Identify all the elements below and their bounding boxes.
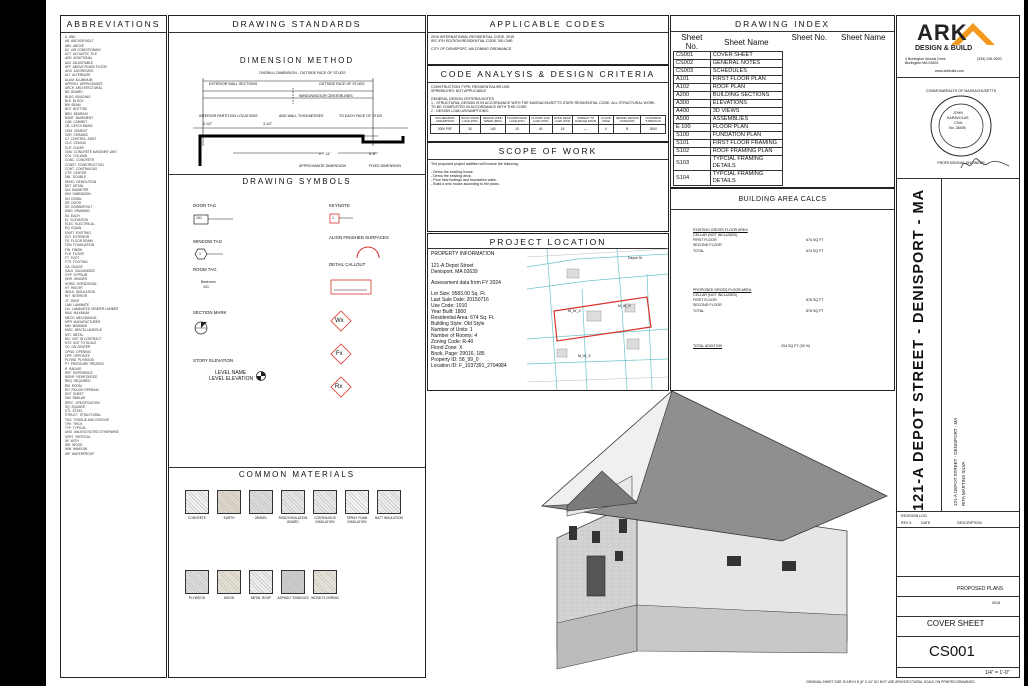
sheet-footer-note: ORIGINAL SHEET SIZE IS ARCH D (6" X 24" DO NOT USE ARCHITECTURAL SCALE ON PRINTED DRAWINGS [806,680,975,684]
index-sheet-name: TYPCIAL FRAMING DETAILS [710,171,782,186]
overall-dimension-label: OVERALL DIMENSION - OUTSIDE FACE OF STUDS [259,71,346,75]
window-centerline-label: WINDOW/DOOR CENTERLINES [299,94,353,98]
company-address-2: Burlington MA 01803 [905,61,939,65]
drawing-status: PROPOSED PLANS [957,586,1004,592]
criteria-header: REGION WIND SPEED (MPH) [481,116,505,125]
proposed-line-4: TOTAL [693,309,705,313]
code-line-1: 2015 INTERNATIONAL RESIDENTIAL CODE, 2015 [431,35,515,39]
index-row [674,108,783,116]
property-detail-line: Flood Zone: X [431,345,463,351]
index-sheet-number: A200 [674,92,711,100]
wall-tag-wx: Wx [335,318,344,324]
index-sheet-name: ROOF PLAN [710,84,782,92]
existing-line-1: CELLAR (NOT INCLUDED) [693,233,738,237]
ark-brand-name: ARK [917,20,968,45]
drawing-index-table [673,33,783,186]
criteria-header: SEISMIC DESIGN CATEGORY [614,116,641,125]
material-swatch [313,490,337,514]
material-swatch [217,570,241,594]
material-label: WOOD FLOORING [311,596,339,600]
location-map [527,249,668,390]
material-swatch [249,570,273,594]
criteria-value: B [614,124,641,133]
owner-name: RITA MARTINS SILVA [961,461,966,506]
property-ids [431,351,507,369]
index-sheet-name: SCHEDULES [710,68,782,76]
property-detail-line: Year Built: 1800 [431,309,467,315]
exterior-wall-label: EXTERIOR WALL SECTIONS [209,82,258,86]
index-row [674,132,783,140]
seal-name-3: CIVIL [954,121,963,125]
scope-line-5: - Pour new footings and foundation walls. [431,178,497,182]
property-detail-line: Property ID: 58_99_0 [431,357,479,363]
property-info-title: PROPERTY INFORMATION [431,251,495,257]
material-swatch [185,570,209,594]
existing-line-2: FIRST FLOOR [693,238,717,242]
seal-name-1: JOHN [953,111,963,115]
drawing-index-title: DRAWING INDEX [734,19,831,29]
scope-of-work-title: SCOPE OF WORK [498,146,598,156]
index-row [674,156,783,171]
company-website: www.arkbuild.com [935,69,964,73]
index-sheet-name: FLOOR PLAN [710,124,782,132]
existing-value-1: 674 SQ FT [806,238,824,242]
property-detail-line: Number of Rooms: 4 [431,333,478,339]
index-sheet-name: 3D VIEWS [710,108,782,116]
abbreviations-panel [60,15,167,678]
story-elevation-label: STORY ELEVATION [193,358,234,363]
detail-callout-label: DETAIL CALLOUT [329,262,366,267]
company-phone: (339) 236-9000 [977,57,1002,61]
index-sheet-number: A300 [674,100,711,108]
house-3d-view [427,391,895,678]
index-row [674,171,783,186]
index-sheet-name: TYPCIAL FRAMING DETAILS [710,156,782,171]
tag-diamonds [329,309,359,399]
index-sheet-name: ELEVATIONS [710,100,782,108]
index-col-no-right: Sheet No. [791,33,828,42]
index-sheet-number: S104 [674,171,711,186]
proposed-line-3: SECOND FLOOR [693,303,722,307]
criteria-header: FLOORS DEAD LOAD (PSF) [507,115,528,123]
criteria-value: 140 [481,124,505,133]
index-sheet-name: GENERAL NOTES [710,60,782,68]
criteria-header: CONCRETE STRENGTH [641,116,666,125]
drawing-symbols-title: DRAWING SYMBOLS [242,177,352,186]
rev-col-description: DESCRIPTION [957,521,982,525]
existing-line-3: SECOND FLOOR [693,243,722,247]
property-address-1: 121-A Depot Street [431,263,474,269]
window-tag-label: WINDOW TAG [193,239,223,244]
dimension-value-3: ± 7'-11" [319,152,331,156]
index-row [674,140,783,148]
index-row [674,148,783,156]
material-label: SPRAY FOAM INSULATION [346,516,368,524]
index-row [674,60,783,68]
analysis-line-1: CONSTRUCTION TYPE: RESIDENTIAL/R5 USE [431,85,510,89]
existing-value-3: 674 SQ FT [806,249,824,253]
material-swatch [249,490,273,514]
property-detail-line: Last Sale Date: 20150716 [431,297,489,303]
common-materials-title: COMMON MATERIALS [238,470,356,479]
proposed-value-1: 878 SQ FT [806,298,824,302]
project-location-panel [427,233,669,391]
material-label: EARTH [223,516,235,520]
index-sheet-name: FUNDATION PLAN [710,132,782,140]
signature-icon [957,154,1017,174]
code-analysis-panel [427,65,669,142]
sheet-number: CS001 [929,643,975,660]
proposed-line-2: FIRST FLOOR [693,298,717,302]
applicable-codes-panel [427,15,669,65]
company-address-1: 4 Burlington Woods Drive [905,57,946,61]
seal-bottom-text: PROFESSIONAL ENGINEER [937,161,985,165]
analysis-line-4: GENERAL DESIGN CRITERIA NOTES [431,97,494,101]
align-label: ALIGN FINISHED SURFACES [329,235,389,240]
map-parcel-label-3: M_W_X [578,354,591,358]
room-tag-label: ROOM TAG [193,267,217,272]
analysis-line-6: TO BE COMPLETED IN ACCORDANCE WITH THIS CODE [431,105,527,109]
index-sheet-number: S103 [674,156,711,171]
drawing-index-panel [670,15,895,188]
material-label: GRAVEL [254,516,268,520]
seal-number: No. 38495 [949,126,966,130]
index-col-name-right: Sheet Name [841,33,886,42]
material-label: RIGID INSULATION BOARD [278,516,308,524]
each-face-label: TO EACH FACE OF STUD [339,114,383,118]
applicable-codes-title: APPLICABLE CODES [489,19,607,29]
floor-tag-fx: Fx [336,351,343,357]
map-street-label: Depot St [628,256,642,260]
criteria-value: 3000 [641,124,666,133]
index-sheet-name: ASSEMBLIES [710,116,782,124]
criteria-header: ROOF DEAD LOAD (PSF) [554,115,571,123]
align-icon [354,246,384,262]
index-sheet-number: CS002 [674,60,711,68]
criteria-header: SUBJECT TO DAMAGE FROM [573,116,599,125]
index-row [674,52,783,60]
scope-of-work-panel [427,142,669,232]
property-detail-line: Lot Size: 9583.00 Sq. Ft. [431,291,487,297]
roof-tag-rx: Rx [335,384,343,390]
map-parcel-label: M_W_X [568,309,581,313]
index-sheet-number: S100 [674,132,711,140]
keynote-label: KEYNOTE [329,203,350,208]
index-row [674,124,783,132]
seal-name-2: KARAVOLAS [947,116,969,120]
material-swatch [217,490,241,514]
material-label: PLYWOOD [188,596,206,600]
index-sheet-name: ROOF FRAMING PLAN [710,148,782,156]
material-swatch [313,570,337,594]
property-detail-line: Book, Page: 29016, 185 [431,351,485,357]
building-area-title: BUILDING AREA CALCS [738,196,827,203]
drawing-standards-panel [168,15,426,678]
analysis-line-2: SPRINKLERS: NOT APPLICABLE [431,89,487,93]
drawing-index-table-right [785,33,893,42]
index-sheet-number: E 100 [674,124,711,132]
property-detail-line: Building Style: Old Style [431,321,485,327]
keynote-number: 1 [332,216,334,220]
material-label: CONCRETE [188,516,206,520]
abbreviations-title: ABBREVIATIONS [66,19,161,29]
dimension-value-1: 5 1/2" [203,122,213,126]
material-swatch [281,490,305,514]
property-detail-line: Use Code: 1010 [431,303,468,309]
property-detail-line: Zoning Code: R-40 [431,339,474,345]
drawing-sheet [46,0,1028,686]
criteria-value: 40 [529,124,552,133]
existing-line-4: TOTAL [693,249,705,253]
keynote-symbol [329,212,399,230]
index-sheet-name: BUILDING SECTIONS [710,92,782,100]
index-sheet-number: A102 [674,84,711,92]
material-label: WOOD [223,596,235,600]
interior-partition-label: INTERIOR PARTITION LOCATIONS [199,114,258,118]
material-swatch [377,490,401,514]
proposed-value-3: 878 SQ FT [806,309,824,313]
criteria-value: 10 [505,124,529,133]
index-col-name: Sheet Name [724,37,769,47]
job-number: 0018 [992,601,1000,605]
rev-col-date: DATE [921,521,931,525]
wall-thickness-label: AND WALL THICKNESSES [279,114,324,118]
section-mark-symbol [193,318,233,340]
title-block [896,15,1020,678]
criteria-value: 2000 PSF [431,124,460,133]
criteria-value: 30 [459,124,480,133]
property-detail-line: Number of Units: 1 [431,327,473,333]
seal-ring-text: COMMONWEALTH OF MASSACHUSETTS [925,89,997,93]
room-tag-number: 101 [203,285,209,289]
index-col-no: Sheet No. [681,33,703,51]
material-swatch [345,490,369,514]
index-sheet-number: S102 [674,148,711,156]
total-addition-value: 204 SQ FT (30 %) [781,344,811,348]
door-tag-symbol [193,212,253,230]
scope-line-4: - Demo the existing deck. [431,174,472,178]
criteria-header: FLOOD ZONE [598,116,613,125]
total-addition-label: TOTAL ADDITION [693,344,723,348]
material-label: BATT INSULATION [375,516,403,520]
criteria-header: ROOF SNOW LOAD (PSF) [461,115,479,123]
dimension-value-4: 6'-8" [369,152,377,156]
design-criteria-table [430,115,666,134]
door-tag-label: DOOR TAG [193,203,217,208]
index-sheet-name: FIRST FLOOR FRAMING [710,140,782,148]
level-elevation-label: LEVEL ELEVATION [209,376,254,382]
dimension-value-2: 3 1/2" [263,122,273,126]
index-row [674,100,783,108]
scope-line-1: The proposed project addition will involve the following: [431,162,519,166]
map-parcel-label-2: M_W_X [618,304,631,308]
index-sheet-name: COVER SHEET [710,52,782,60]
proposed-line-1: CELLAR (NOT INCLUDED) [693,293,738,297]
level-marker-icon [255,370,269,384]
index-sheet-number: A500 [674,116,711,124]
project-location-title: PROJECT LOCATION [489,237,607,247]
index-sheet-number: CS003 [674,68,711,76]
property-detail-line: Residential Area: 674 Sq. Ft. [431,315,495,321]
scope-line-6: - Build a new house according to the plans. [431,182,500,186]
room-tag-name: Bedroom [201,280,216,284]
material-label: ASPHALT SHINGLES [277,596,309,600]
property-details [431,291,495,351]
criteria-value: — [573,124,599,133]
drawing-scale: 1/4" = 1'-0" [985,670,1010,676]
criteria-header: FLOORS LIVE LOAD (PSF) [529,116,552,125]
scope-line-3: - Demo the existing house. [431,170,474,174]
material-swatch [281,570,305,594]
level-name-label: LEVEL NAME [215,370,247,376]
property-detail-line: Location ID: F_1037391_2704984 [431,363,507,369]
assessment-label: Assessment data from FY 2024 [431,280,501,286]
abbreviations-list: & AND AB ANCHOR BOLT ABV ABOVE AC AIR CONDITIONING ACT ACOUSTIC TILE ADD ADDITIONAL ADJ ADJUSTABLE AFF ABOVE FINISH FLOOR AGG AGGREGATE ALT ALTERNATE ALUM ALUMINUM APPROX APPROXIMATE ARCH ARCHITECTURAL BD BOARD BLDG BUILDING BLK BLOCK BM BEAM BOT BOTTOM BRG BEARING BSMT BASEMENT CAB CABINET CB CATCH BASIN CEM CEMENT CER CERAMIC CJ CONTROL JOINT CLG CEILING CLR CLEAR CMU CONCRETE MASONRY UNIT COL COLUMN CONC CONCRETE CONST CONSTRUCTION CONT CONTINUOUS CTR CENTER DBL DOUBLE DEMO DEMOLITION DET DETAIL DIA DIAMETER DIM DIMENSION DN DOWN DR DOOR DS DOWNSPOUT DWG DRAWING EA EACH EL ELEVATION ELEC ELECTRICAL EQ EQUAL EXIST EXISTING EXT EXTERIOR FD FLOOR DRAIN FDN FOUNDATION FIN FINISH FLR FLOOR FT FOOT FTG FOOTING GA GAUGE GALV GALVANIZED GYP GYPSUM HDR HEADER HORIZ HORIZONTAL HT HEIGHT INSUL INSULATION INT INTERIOR JT JOINT LAM LAMINATE LVL LAMINATED VENEER LUMBER MAX MAXIMUM MECH MECHANICAL MFR MANUFACTURER MIN MINIMUM MISC MISCELLANEOUS MTL METAL NIC NOT IN CONTRACT NTS NOT TO SCALE OC ON CENTER OPNG OPENING OPP OPPOSITE PLYWD PLYWOOD PT PRESSURE TREATED R RADIUS REF REFERENCE REINF REINFORCED REQ REQUIRED RM ROOM RO ROUGH OPENING SHT SHEET SIM SIMILAR SPEC SPECIFICATION SQ SQUARE STL STEEL STRUCT STRUCTURAL T&G TONGUE AND GROOVE THK THICK TYP TYPICAL UNO UNLESS NOTED OTHERWISE VERT VERTICAL W/ WITH WD WOOD WIN WINDOW WP WATERPROOF [65,35,119,456]
index-row [674,84,783,92]
window-tag-number: 1 [199,252,201,256]
sheet-name: COVER SHEET [927,619,985,628]
code-analysis-title: CODE ANALYSIS & DESIGN CRITERIA [440,69,656,79]
index-sheet-number: CS001 [674,52,711,60]
dimension-method-title: DIMENSION METHOD [239,56,355,65]
fixed-dimension-label: FIXED DIMENSION [369,164,401,168]
door-tag-number: 101 [196,216,202,220]
approximate-dimension-label: APPROXIMATE DIMENSION [299,164,347,168]
code-line-4: CITY OF DENISPORT, MA ZONING ORDINANCE [431,47,512,51]
index-sheet-number: S101 [674,140,711,148]
index-row [674,116,783,124]
material-swatch [185,490,209,514]
criteria-value: 15 [552,124,573,133]
section-mark-label: SECTION MARK [193,310,227,315]
proposed-area-title: PROPOSED GROSS FLOOR AREA [693,288,752,292]
3d-view-panel [427,391,895,678]
code-line-2: IRC 9TH EDITION RESIDENTIAL CODE 780 CMR [431,39,513,43]
property-address-2: Denisport, MA 02639 [431,269,478,275]
project-title: 121-A DEPOT STREET - DENISPORT - MA [911,188,927,511]
material-label: METAL ROOF [250,596,272,600]
analysis-line-5: 1 - STRUCTURAL DESIGN IS IN ACCORDANCE WITH THE MASSACHUSETTS STATE RESIDENTIAL CODE. ALL STRUCTURAL WORK [431,101,655,105]
revision-log-label: REVISION LOG [901,514,927,518]
outside-face-label: OUTSIDE FACE OF STUDS [319,82,365,86]
ark-brand-sub: DESIGN & BUILD [915,45,973,52]
rev-col-number: REV # [901,521,912,525]
detail-callout-symbol [329,272,389,298]
index-sheet-number: A101 [674,76,711,84]
project-subtitle: 121-A DEPOT STREET - DENISPORT - MA [953,417,958,506]
index-sheet-number: A400 [674,108,711,116]
index-row [674,76,783,84]
material-label: CONTINUOUS INSULATION [314,516,336,524]
index-sheet-name: FIRST FLOOR PLAN [710,76,782,84]
plot-date: PLOT DATE: 2025-04-11 15:08 [1024,627,1028,676]
index-row [674,92,783,100]
index-row [674,68,783,76]
building-area-panel [670,188,895,391]
analysis-line-7: 2 - DESIGN LOAD ASSUMPTIONS: [431,109,489,113]
criteria-value: X [598,124,613,133]
criteria-header: SOIL BEARING ASSUMPTION [431,116,460,125]
existing-area-title: EXISTING GROSS FLOOR AREA [693,228,748,232]
drawing-standards-title: DRAWING STANDARDS [232,19,362,29]
